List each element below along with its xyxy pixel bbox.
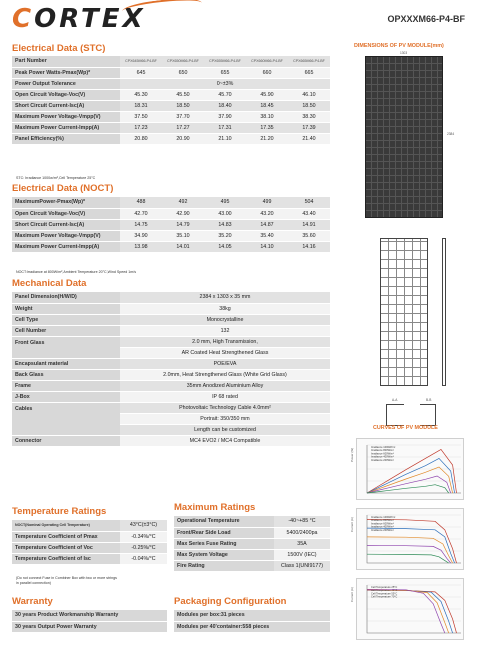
- value-cell: 17.23: [120, 122, 162, 133]
- value-cell: 42.70: [120, 208, 162, 219]
- legend-entry: Cell Temperature 55°C: [371, 592, 398, 596]
- value-cell: 660: [246, 67, 288, 78]
- row-label: J-Box: [12, 391, 120, 402]
- value-cell: 14.01: [162, 241, 204, 252]
- table-row: [12, 531, 167, 542]
- packaging-table: [174, 610, 330, 633]
- curves-title: CURVES OF PV MODULE: [373, 425, 438, 431]
- cortex-logo: CORTEX: [12, 4, 146, 34]
- temp-section-title: Temperature Ratings: [12, 506, 107, 517]
- y-axis-label: Current (A): [350, 517, 354, 532]
- value-cell: 495: [204, 197, 246, 208]
- value-cell: 2384 x 1303 x 35 mm: [120, 292, 330, 303]
- value-cell: 17.27: [162, 122, 204, 133]
- table-row: [12, 358, 330, 369]
- value-cell: 46.10: [288, 89, 330, 100]
- power-voltage-chart: [356, 438, 464, 500]
- row-label: 30 years Output Power Warranty: [12, 621, 167, 632]
- value-cell: 18.31: [120, 100, 162, 111]
- part-number-cell: CPX655M66-P4-BF: [204, 56, 246, 67]
- table-row: [12, 314, 330, 325]
- value-cell: -0.25%/°C: [120, 542, 167, 553]
- value-cell: 1500V (IEC): [274, 549, 330, 560]
- fuse-note: in parallel connection): [16, 581, 51, 585]
- value-cell: 14.91: [288, 219, 330, 230]
- table-row: [12, 78, 330, 89]
- legend-entry: Irradiance 400W/m²: [371, 455, 394, 459]
- value-cell: 38kg: [120, 303, 330, 314]
- noct-section-title: Electrical Data (NOCT): [12, 183, 114, 194]
- value-cell: Photovoltaic Technology Cable 4.0mm²: [120, 402, 330, 413]
- legend-entry: Cell Temperature 40°C: [371, 589, 398, 593]
- series-line: [367, 476, 451, 493]
- table-row: [174, 560, 330, 571]
- table-row: [12, 380, 330, 391]
- value-cell: Class 1(UNI9177): [274, 560, 330, 571]
- table-row: [12, 435, 330, 446]
- value-cell: 132: [120, 325, 330, 336]
- value-cell: -0.04%/°C: [120, 553, 167, 564]
- row-label: MaximumPower-Pmax(Wp)*: [12, 197, 120, 208]
- pv-module-rear-view: [380, 238, 428, 386]
- row-label: Front/Rear Side Load: [174, 527, 274, 538]
- value-cell: 14.83: [204, 219, 246, 230]
- table-row: [12, 336, 330, 347]
- row-label: Maximum Power Voltage-Vmpp(V): [12, 230, 120, 241]
- row-label: Panel Efficiency(%): [12, 133, 120, 144]
- value-cell: 35.20: [204, 230, 246, 241]
- table-row: [12, 89, 330, 100]
- value-cell: Monocrystalline: [120, 314, 330, 325]
- value-cell: 45.70: [204, 89, 246, 100]
- noct-table: [12, 197, 330, 253]
- legend-entry: Irradiance 800W/m²: [371, 519, 394, 523]
- fuse-note: (Do not connect Fuse in Combiner Box with two or more strings: [16, 576, 117, 580]
- value-cell: 14.05: [204, 241, 246, 252]
- value-cell: 21.40: [288, 133, 330, 144]
- row-label: Connector: [12, 435, 120, 446]
- value-cell: 14.87: [246, 219, 288, 230]
- value-cell: MC4 EVO2 / MC4 Compatible: [120, 435, 330, 446]
- row-label: Back Glass: [12, 369, 120, 380]
- y-axis-label: Power (W): [350, 447, 354, 462]
- frame-cross-section-b: [420, 404, 436, 426]
- row-label: Peak Power Watts-Pmax(Wp)*: [12, 67, 120, 78]
- y-axis-label: Current (A): [350, 587, 354, 602]
- section-b-label: B-B: [426, 398, 432, 402]
- legend-entry: Irradiance 400W/m²: [371, 525, 394, 529]
- row-label: Maximum Power Current-Impp(A): [12, 122, 120, 133]
- table-row: [12, 325, 330, 336]
- legend-entry: Irradiance 800W/m²: [371, 449, 394, 453]
- row-label: Short Circuit Current-Isc(A): [12, 219, 120, 230]
- chart-svg: [357, 439, 465, 501]
- table-row: [12, 542, 167, 553]
- value-cell: 14.75: [120, 219, 162, 230]
- value-cell: 655: [204, 67, 246, 78]
- current-voltage-irradiance-chart: [356, 508, 464, 570]
- stc-section-title: Electrical Data (STC): [12, 43, 106, 54]
- current-voltage-temperature-chart: [356, 578, 464, 640]
- table-row: [12, 241, 330, 252]
- value-cell: 45.50: [162, 89, 204, 100]
- value-cell: 17.31: [204, 122, 246, 133]
- value-cell: 43°C(±3°C): [120, 520, 167, 531]
- value-cell: 43.20: [246, 208, 288, 219]
- value-cell: 21.20: [246, 133, 288, 144]
- dimensions-title: DIMENSIONS OF PV MODULE(mm): [354, 43, 444, 49]
- row-label: NOCT(Nominal Operating Cell Temperature): [12, 520, 120, 531]
- pv-module-side-view: [442, 238, 446, 386]
- row-label: Open Circuit Voltage-Voc(V): [12, 89, 120, 100]
- legend-entry: Irradiance 600W/m²: [371, 452, 394, 456]
- packaging-title: Packaging Configuration: [174, 596, 287, 607]
- value-cell: 13.98: [120, 241, 162, 252]
- table-row: [174, 527, 330, 538]
- row-label: Fire Rating: [174, 560, 274, 571]
- value-cell: 43.40: [288, 208, 330, 219]
- value-cell: 18.45: [246, 100, 288, 111]
- table-row: [174, 549, 330, 560]
- temp-table: [12, 520, 167, 565]
- value-cell: 37.90: [204, 111, 246, 122]
- warranty-title: Warranty: [12, 596, 53, 607]
- table-row: [12, 208, 330, 219]
- value-cell: 499: [246, 197, 288, 208]
- row-label: Cell Number: [12, 325, 120, 336]
- table-row: [174, 516, 330, 527]
- row-label: 30 years Product Workmanship Warranty: [12, 610, 167, 621]
- value-cell: 37.70: [162, 111, 204, 122]
- legend-entry: Irradiance 200W/m²: [371, 458, 394, 462]
- series-line: [367, 467, 453, 493]
- chart-svg: [357, 509, 465, 571]
- row-label: Operational Temperature: [174, 516, 274, 527]
- value-cell: AR Coated Heat Strengthened Glass: [120, 347, 330, 358]
- max-ratings-table: [174, 516, 330, 572]
- value-cell: Length can be customized: [120, 424, 330, 435]
- value-cell: 34.90: [120, 230, 162, 241]
- legend-entry: Irradiance 200W/m²: [371, 528, 394, 532]
- row-label: Max System Voltage: [174, 549, 274, 560]
- pv-module-front-view: [365, 56, 443, 218]
- row-label: Weight: [12, 303, 120, 314]
- part-number-cell: CPX665M66-P4-BF: [288, 56, 330, 67]
- value-cell: 21.10: [204, 133, 246, 144]
- table-row: [174, 538, 330, 549]
- value-cell: 0~±3%: [120, 78, 330, 89]
- value-cell: 18.50: [288, 100, 330, 111]
- value-cell: IP 68 rated: [120, 391, 330, 402]
- table-row: [12, 67, 330, 78]
- table-row: [174, 621, 330, 632]
- legend-entry: Cell Temperature 70°C: [371, 595, 398, 599]
- chart-svg: [357, 579, 465, 641]
- value-cell: 35A: [274, 538, 330, 549]
- value-cell: 35.40: [246, 230, 288, 241]
- series-line: [367, 554, 449, 563]
- table-row: [12, 219, 330, 230]
- value-cell: 2.0 mm, High Transmission,: [120, 336, 330, 347]
- value-cell: POE/EVA: [120, 358, 330, 369]
- legend-entry: Cell Temperature 25°C: [371, 586, 398, 589]
- legend-entry: Irradiance 1000W/m²: [371, 516, 396, 519]
- table-row: [12, 197, 330, 208]
- row-label: Cables: [12, 402, 120, 435]
- row-label: Maximum Power Voltage-Vmpp(V): [12, 111, 120, 122]
- frame-cross-section-a: [386, 404, 404, 426]
- row-label: Temperature Coefficient of Isc: [12, 553, 120, 564]
- max-ratings-title: Maximum Ratings: [174, 502, 256, 513]
- table-row: [12, 100, 330, 111]
- mech-table: [12, 292, 330, 447]
- row-label: Modules per 40'container:558 pieces: [174, 621, 330, 632]
- table-row: [12, 292, 330, 303]
- value-cell: 18.50: [162, 100, 204, 111]
- table-row: [12, 230, 330, 241]
- value-cell: 504: [288, 197, 330, 208]
- row-label: Maximum Power Current-Impp(A): [12, 241, 120, 252]
- section-a-label: A-A: [392, 398, 398, 402]
- value-cell: 17.39: [288, 122, 330, 133]
- value-cell: 2.0mm, Heat Strengthened Glass (White Grid Glass): [120, 369, 330, 380]
- model-number: OPXXXM66-P4-BF: [387, 14, 465, 24]
- table-row: [12, 111, 330, 122]
- row-label: Frame: [12, 380, 120, 391]
- value-cell: 5400/2400pa: [274, 527, 330, 538]
- table-row: [12, 391, 330, 402]
- row-label: Cell Type: [12, 314, 120, 325]
- stc-table: [12, 56, 330, 145]
- value-cell: 37.50: [120, 111, 162, 122]
- value-cell: 35.60: [288, 230, 330, 241]
- table-row: [174, 610, 330, 621]
- value-cell: 14.10: [246, 241, 288, 252]
- value-cell: 18.40: [204, 100, 246, 111]
- stc-note: STC: Irradiance 1000w/m²,Cell Temperature 25°C: [16, 176, 96, 180]
- row-label: Max Series Fuse Rating: [174, 538, 274, 549]
- value-cell: 20.90: [162, 133, 204, 144]
- row-label: Temperature Coefficient of Voc: [12, 542, 120, 553]
- warranty-table: [12, 610, 167, 633]
- table-row: [12, 520, 167, 531]
- table-row: [12, 553, 167, 564]
- table-row: [12, 621, 167, 632]
- value-cell: 20.80: [120, 133, 162, 144]
- mech-section-title: Mechanical Data: [12, 278, 87, 289]
- value-cell: 45.90: [246, 89, 288, 100]
- value-cell: 650: [162, 67, 204, 78]
- legend-entry: Irradiance 1000W/m²: [371, 446, 396, 449]
- part-number-label: Part Number: [12, 56, 120, 67]
- part-number-cell: CPX650M66-P4-BF: [162, 56, 204, 67]
- legend-entry: Irradiance 600W/m²: [371, 522, 394, 526]
- table-row: [12, 133, 330, 144]
- value-cell: 35.10: [162, 230, 204, 241]
- table-row: [12, 303, 330, 314]
- row-label: Front Glass: [12, 336, 120, 358]
- row-label: Encapsulant material: [12, 358, 120, 369]
- value-cell: 492: [162, 197, 204, 208]
- value-cell: 35mm Anodized Aluminium Alloy: [120, 380, 330, 391]
- noct-note: NOCT:Irradiance at 800W/m²,Ambient Temperature 20°C,Wind Speed 1m/s: [16, 270, 137, 274]
- row-label: Short Circuit Current-Isc(A): [12, 100, 120, 111]
- row-label: Modules per box:31 pieces: [174, 610, 330, 621]
- row-label: Open Circuit Voltage-Voc(V): [12, 208, 120, 219]
- table-row: [12, 122, 330, 133]
- table-row: [12, 56, 330, 67]
- dimension-width: 1303: [400, 51, 408, 55]
- value-cell: 42.90: [162, 208, 204, 219]
- value-cell: -40~+85 °C: [274, 516, 330, 527]
- row-label: Panel Dimension(H/W/D): [12, 292, 120, 303]
- value-cell: -0.34%/°C: [120, 531, 167, 542]
- table-row: [12, 402, 330, 413]
- table-row: [12, 369, 330, 380]
- value-cell: 665: [288, 67, 330, 78]
- row-label: Temperature Coefficient of Pmax: [12, 531, 120, 542]
- value-cell: 38.10: [246, 111, 288, 122]
- value-cell: 14.16: [288, 241, 330, 252]
- table-row: [12, 610, 167, 621]
- value-cell: 43.00: [204, 208, 246, 219]
- value-cell: 17.35: [246, 122, 288, 133]
- value-cell: 645: [120, 67, 162, 78]
- value-cell: 14.79: [162, 219, 204, 230]
- value-cell: 38.30: [288, 111, 330, 122]
- row-label: Power Output Tolerance: [12, 78, 120, 89]
- value-cell: 45.30: [120, 89, 162, 100]
- dimension-height: 2384: [447, 132, 455, 136]
- part-number-cell: CPX645M66-P4-BF: [120, 56, 162, 67]
- value-cell: 488: [120, 197, 162, 208]
- part-number-cell: CPX660M66-P4-BF: [246, 56, 288, 67]
- value-cell: Portrait: 350/350 mm: [120, 413, 330, 424]
